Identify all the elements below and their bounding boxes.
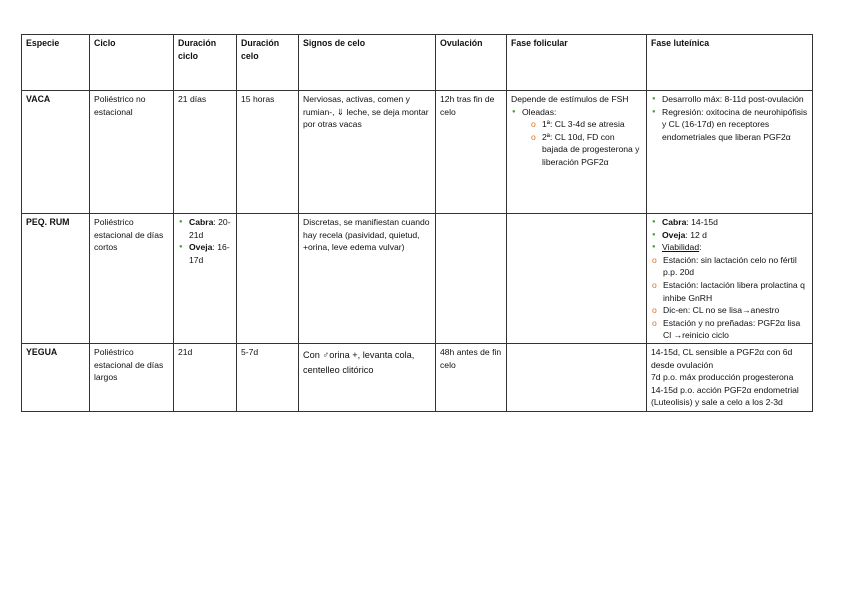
cabra-value: : 20-21d — [189, 217, 231, 240]
species-cell: VACA — [22, 91, 90, 214]
list-item: o Estación: lactación libera prolactina q inhibe GnRH — [651, 279, 808, 304]
list-item: o 2ª: CL 10d, FD con bajada de progesterona y liberación PGF2α — [528, 131, 642, 169]
luteinica-list — [651, 216, 808, 254]
list-item — [178, 241, 232, 266]
header-fase-luteinica: Fase luteínica — [647, 35, 813, 91]
ovulacion-cell: 48h antes de fin celo — [436, 343, 507, 411]
duracion-celo-cell: 15 horas — [237, 91, 299, 214]
cabra-label: Cabra — [662, 217, 687, 227]
oveja-label: Oveja — [662, 229, 686, 240]
ciclo-cell: Poliéstrico estacional de días largos — [90, 343, 174, 411]
list-item — [651, 241, 808, 254]
header-ovulacion: Ovulación — [436, 35, 507, 91]
species-cell: PEQ. RUM — [22, 214, 90, 344]
fase-folicular-cell — [507, 214, 647, 344]
viabilidad-colon: : — [699, 242, 702, 253]
duracion-ciclo-cell — [174, 214, 237, 344]
duracion-ciclo-cell: 21d — [174, 343, 237, 411]
list-item: o Estación: sin lactación celo no fértil p.p. 20d — [651, 254, 808, 279]
reproductive-cycle-table — [21, 34, 813, 412]
oveja-lut-value: : 12 d — [685, 229, 707, 240]
ovulacion-cell: 12h tras fin de celo — [436, 91, 507, 214]
signos-cell: Nerviosas, activas, comen y rumian-, ⇓ leche, se deja montar por otras vacas — [299, 91, 436, 214]
header-row — [22, 35, 813, 91]
signos-cell: Con ♂orina +, levanta cola, centelleo clitórico — [299, 343, 436, 411]
duracion-list — [178, 216, 232, 266]
header-ciclo: Ciclo — [90, 35, 174, 91]
fase-folicular-cell — [507, 91, 647, 214]
list-item: o Estación y no preñadas: PGF2α lisa Cl →reinicio ciclo — [651, 317, 808, 342]
list-item: o Dic-en: CL no se lisa→anestro — [651, 304, 808, 317]
header-duracion-celo: Duración celo — [237, 35, 299, 91]
list-item — [178, 216, 232, 241]
fase-folicular-cell — [507, 343, 647, 411]
fase-luteinica-cell — [647, 91, 813, 214]
cabra-lut-value: : 14-15d — [686, 217, 718, 227]
list-item: o 1ª: CL 3-4d se atresia — [528, 118, 642, 131]
header-duracion-ciclo: Duración ciclo — [174, 35, 237, 91]
fase-luteinica-cell — [647, 343, 813, 411]
signos-cell: Discretas, se manifiestan cuando hay recela (pasividad, quietud, +orina, leve edema vulvar) — [299, 214, 436, 344]
duracion-ciclo-cell: 21 días — [174, 91, 237, 214]
list-item — [511, 106, 642, 169]
oleadas-label: Oleadas: — [522, 106, 557, 117]
fase-luteinica-cell — [647, 214, 813, 344]
viabilidad-label: Viabilidad — [662, 242, 700, 253]
list-item: ● Regresión: oxitocina de neurohipófisis y CL (16-17d) en receptores endometriales que liberan PGF2α — [651, 106, 808, 144]
luteinica-line: 14-15d, CL sensible a PGF2α con 6d desde ovulación — [651, 346, 793, 370]
viabilidad-sublist — [651, 254, 808, 342]
cabra-label: Cabra — [189, 217, 214, 227]
oveja-label: Oveja — [189, 242, 213, 253]
list-item — [651, 216, 808, 229]
folicular-intro: Depende de estímulos de FSH — [511, 94, 629, 104]
header-especie: Especie — [22, 35, 90, 91]
header-signos-celo: Signos de celo — [299, 35, 436, 91]
ovulacion-cell — [436, 214, 507, 344]
row-yegua — [22, 343, 813, 411]
list-item: ● Desarrollo máx: 8-11d post-ovulación — [651, 93, 808, 106]
folicular-list — [511, 106, 642, 169]
ciclo-cell: Poliéstrico estacional de días cortos — [90, 214, 174, 344]
row-pequenos-rumiantes — [22, 214, 813, 344]
ciclo-cell: Poliéstrico no estacional — [90, 91, 174, 214]
oleadas-sublist — [528, 118, 642, 168]
species-cell: YEGUA — [22, 343, 90, 411]
luteinica-line: 14-15d p.o. acción PGF2α endometrial (Luteolisis) y sale a celo a los 2-3d — [651, 384, 799, 408]
luteinica-list — [651, 93, 808, 143]
oveja-value: : 16-17d — [189, 242, 230, 265]
header-fase-folicular: Fase folicular — [507, 35, 647, 91]
list-item — [651, 229, 808, 242]
duracion-celo-cell — [237, 214, 299, 344]
luteinica-line: 7d p.o. máx producción progesterona — [651, 372, 794, 383]
duracion-celo-cell: 5-7d — [237, 343, 299, 411]
row-vaca — [22, 91, 813, 214]
